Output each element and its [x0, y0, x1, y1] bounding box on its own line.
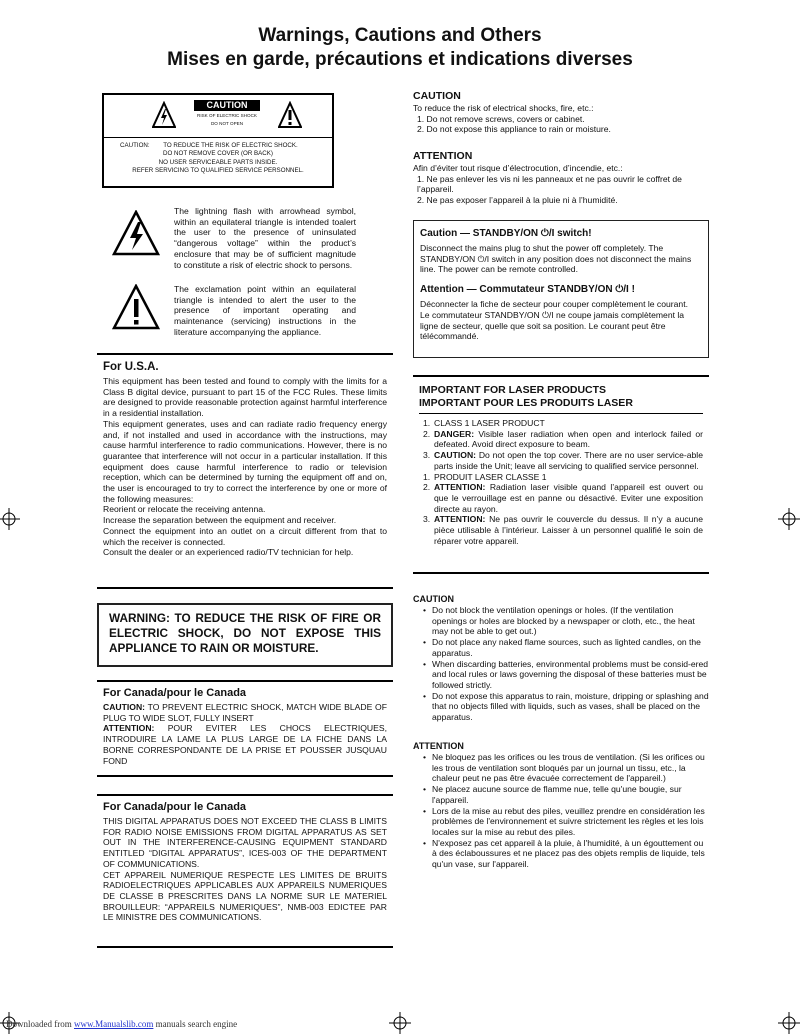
warning-box — [97, 603, 393, 667]
exclamation-warning-icon — [112, 284, 160, 330]
standby-fr-title: Attention — Commutateur STANDBY/ON ⏻/I ! — [420, 284, 635, 296]
exclamation-description: The exclamation point within an equilateral triangle is intended to alert the user to the presence of important operating and maintenance (servicing) instructions in the literature accompanying the appliance. — [174, 284, 356, 337]
canada1-attention: ATTENTION: POUR EVITER LES CHOCS ELECTRIQUES, INTRODUIRE LA LAME LA PLUS LARGE DE LA FICHE DANS LA BORNE CORRESPONDANTE DE LA PRISE ET POUSSER JUSQUAU FOND — [103, 723, 387, 766]
canada2-p1: THIS DIGITAL APPARATUS DOES NOT EXCEED THE CLASS B LIMITS FOR RADIO NOISE EMISSIONS FROM DIGITAL APPARATUS AS SET OUT IN THE INTERFERENCE-CAUSING EQUIPMENT STANDARD ENTITLED “DIGITAL APPARATUS”, ICES-003 OF THE DEPARTMENT OF COMMUNICATIONS. — [103, 816, 387, 869]
canada-section-1 — [97, 680, 393, 777]
list-item: 3. CAUTION: Do not open the top cover. There are no user service-able parts inside the Unit; leave all servicing to qualified service personnel. — [423, 450, 703, 471]
attention-bullets-title: ATTENTION — [413, 741, 464, 751]
list-item: • Do not place any naked flame sources, such as lighted candles, on the apparatus. — [423, 637, 701, 658]
title-en: Warnings, Cautions and Others — [258, 25, 542, 46]
warning-text: WARNING: TO REDUCE THE RISK OF FIRE OR ELECTRIC SHOCK, DO NOT EXPOSE THIS APPLIANCE TO RAIN OR MOISTURE. — [109, 611, 381, 655]
standby-title: Caution — STANDBY/ON ⏻/I switch! — [420, 228, 592, 239]
standby-fr-text-1: Déconnecter la fiche de secteur pour couper complètement le courant. — [420, 299, 688, 310]
canada1-caution: CAUTION: TO PREVENT ELECTRIC SHOCK, MATCH WIDE BLADE OF PLUG TO WIDE SLOT, FULLY INSERT — [103, 702, 387, 723]
list-item: 2. DANGER: Visible laser radiation when open and interlock failed or defeated. Avoid direct exposure to beam. — [423, 428, 703, 450]
right-caution-item-2: 2. Do not expose this appliance to rain or moisture. — [417, 124, 611, 135]
right-caution-intro: To reduce the risk of electrical shocks, fire, etc.: — [413, 103, 594, 113]
right-attention-item-1: 1. Ne pas enlever les vis ni les panneaux et ne pas ouvrir le coffret de l’appareil. — [417, 173, 682, 195]
title-fr: Mises en garde, précautions et indications diverses — [167, 49, 633, 70]
attention-bullets — [413, 740, 709, 870]
usa-p2: This equipment generates, uses and can radiate radio frequency energy and, if not installed and used in accordance with the instructions, may cause harmful interference to radio communications. However, there is no guarantee that interference will not occur in a particular installation. If this equipment does cause harmful interference to radio or television reception, which can be determined by turning the equipment off and on, the user is encouraged to try to correct the interference by one or more of the following measures: — [103, 418, 387, 504]
usa-title: For U.S.A. — [103, 361, 159, 373]
list-item: • Do not block the ventilation openings or holes. (If the ventilation openings or holes are blocked by a newspaper or cloth, etc., the heat may not be able to get out.) — [423, 605, 695, 637]
canada1-title: For Canada/pour le Canada — [103, 687, 247, 699]
page-title — [0, 24, 800, 72]
canada2-title: For Canada/pour le Canada — [103, 801, 247, 813]
laser-list — [413, 418, 709, 546]
right-attention — [413, 150, 709, 206]
canada-section-2 — [97, 794, 393, 948]
list-item: 3. ATTENTION: Ne pas ouvrir le couvercle du dessus. Il n’y a aucune pièce utilisable à l’intérieur. Laisser à un personnel qualifié le soin de réparer votre appareil. — [423, 514, 703, 546]
right-attention-title: ATTENTION — [413, 150, 473, 162]
caution-label-top — [104, 95, 332, 138]
right-caution — [413, 90, 713, 135]
standby-box — [413, 220, 709, 358]
caution-label-risk: RISK OF ELECTRIC SHOCK — [197, 113, 257, 118]
usa-m3: Connect the equipment into an outlet on a circuit different from that to which the receiver is connected. — [103, 525, 387, 547]
canada2-p2: CET APPAREIL NUMERIQUE RESPECTE LES LIMITES DE BRUITS RADIOELECTRIQUES APPLICABLES AUX APPAREILS NUMERIQUES DE CLASSE B PRESCRITES DANS LA NORME SUR LE MATERIEL BROUILLEUR: “APPAREILS NUMERIQUES”, NMB-003 EDICTEE PAR LE MINISTRE DES COMMUNICATIONS. — [103, 869, 387, 923]
usa-section — [97, 353, 393, 589]
right-attention-item-2: 2. Ne pas exposer l’appareil à la pluie ni à l’humidité. — [417, 195, 618, 206]
caution-bullets-title: CAUTION — [413, 594, 454, 604]
caution-label-header: CAUTION — [194, 100, 260, 111]
laser-title-2: IMPORTANT POUR LES PRODUITS LASER — [419, 397, 633, 409]
right-caution-title: CAUTION — [413, 90, 461, 102]
caution-bullets — [413, 593, 709, 723]
usa-m4: Consult the dealer or an experienced radio/TV technician for help. — [103, 547, 354, 558]
standby-fr-text-2: Le commutateur STANDBY/ON ⏻/I ne coupe jamais complètement la ligne de secteur, quelle que soit sa position. Le courant peut être télécommandé. — [420, 309, 685, 342]
footer — [6, 1019, 237, 1029]
list-item: 1. PRODUIT LASER CLASSE 1 — [423, 471, 547, 482]
right-attention-intro: Afin d’éviter tout risque d’électrocution, d’incendie, etc.: — [413, 163, 623, 173]
crop-mark-icon — [389, 1012, 411, 1034]
list-item: • Ne placez aucune source de flamme nue, telle qu'une bougie, sur l'appareil. — [423, 784, 682, 805]
usa-p1: This equipment has been tested and found to comply with the limits for a Class B digital device, pursuant to part 15 of the FCC Rules. These limits are designed to provide reasonable protection against harmful interference in a residential installation. — [103, 376, 387, 419]
crop-mark-icon — [778, 1012, 800, 1034]
crop-mark-icon — [0, 508, 20, 530]
list-item: • N'exposez pas cet appareil à la pluie, à l'humidité, à un égouttement ou à des éclaboussures et ne placez pas des objets remplis de liquide, tels qu'un vase, sur l'appareil. — [423, 837, 705, 870]
list-item: • Lors de la mise au rebut des piles, veuillez prendre en considération les problèmes de l'environnement et suivre strictement les règles et les lois locales sur la mise au rebut des piles. — [423, 805, 705, 837]
list-item: 1. CLASS 1 LASER PRODUCT — [423, 418, 545, 428]
list-item: 2. ATTENTION: Radiation laser visible quand l’appareil est ouvert ou que le verrouillage est en panne ou désactivé. Eviter une exposition directe au rayon. — [423, 482, 703, 514]
usa-m2: Increase the separation between the equipment and receiver. — [103, 515, 337, 526]
usa-m1: Reorient or relocate the receiving antenna. — [103, 504, 266, 515]
lightning-warning-icon — [112, 210, 160, 256]
exclamation-warning-icon — [278, 101, 302, 129]
footer-suffix: manuals search engine — [153, 1019, 238, 1029]
caution-label-donot: DO NOT OPEN — [210, 121, 244, 126]
lightning-description: The lightning flash with arrowhead symbol, within an equilateral triangle is intended toalert the user to the presence of uninsulated “dangerous voltage” within the product’s enclosure that may be of sufficient magnitude to constitute a risk of electric shock to persons. — [174, 206, 356, 270]
list-item: • When discarding batteries, environmental problems must be consid-ered and local rules or laws governing the disposal of these batteries must be followed strictly. — [423, 658, 709, 690]
footer-link[interactable]: www.Manualslib.com — [73, 1019, 154, 1029]
lightning-warning-icon — [152, 101, 176, 129]
caution-label — [102, 93, 334, 188]
list-item: • Do not expose this apparatus to rain, moisture, dripping or splashing and that no objects filled with liquids, such as vases, shall be placed on the apparatus. — [423, 690, 709, 723]
crop-mark-icon — [778, 508, 800, 530]
standby-text: Disconnect the mains plug to shut the power off completely. The STANDBY/ON ⏻/I switch in any position does not disconnect the mains line. The power can be remote controlled. — [420, 243, 692, 275]
right-caution-item-1: 1. Do not remove screws, covers or cabinet. — [417, 113, 585, 124]
footer-prefix: Downloaded from — [6, 1019, 74, 1029]
laser-title-1: IMPORTANT FOR LASER PRODUCTS — [419, 384, 607, 396]
list-item: • Ne bloquez pas les orifices ou les trous de ventilation. (Si les orifices ou les trous de ventilation sont bloqués par un journal un tissu, etc., la chaleur peut ne pas être évacuée correctement de l'appareil.) — [423, 752, 705, 784]
caution-label-text: CAUTION: TO REDUCE THE RISK OF ELECTRIC SHOCK. DO NOT REMOVE COVER (OR BACK) NO USER SERVICEABLE PARTS INSIDE. REFER SERVICING TO QUALIFIED SERVICE PERSONNEL. — [120, 142, 304, 174]
laser-section — [413, 375, 709, 574]
